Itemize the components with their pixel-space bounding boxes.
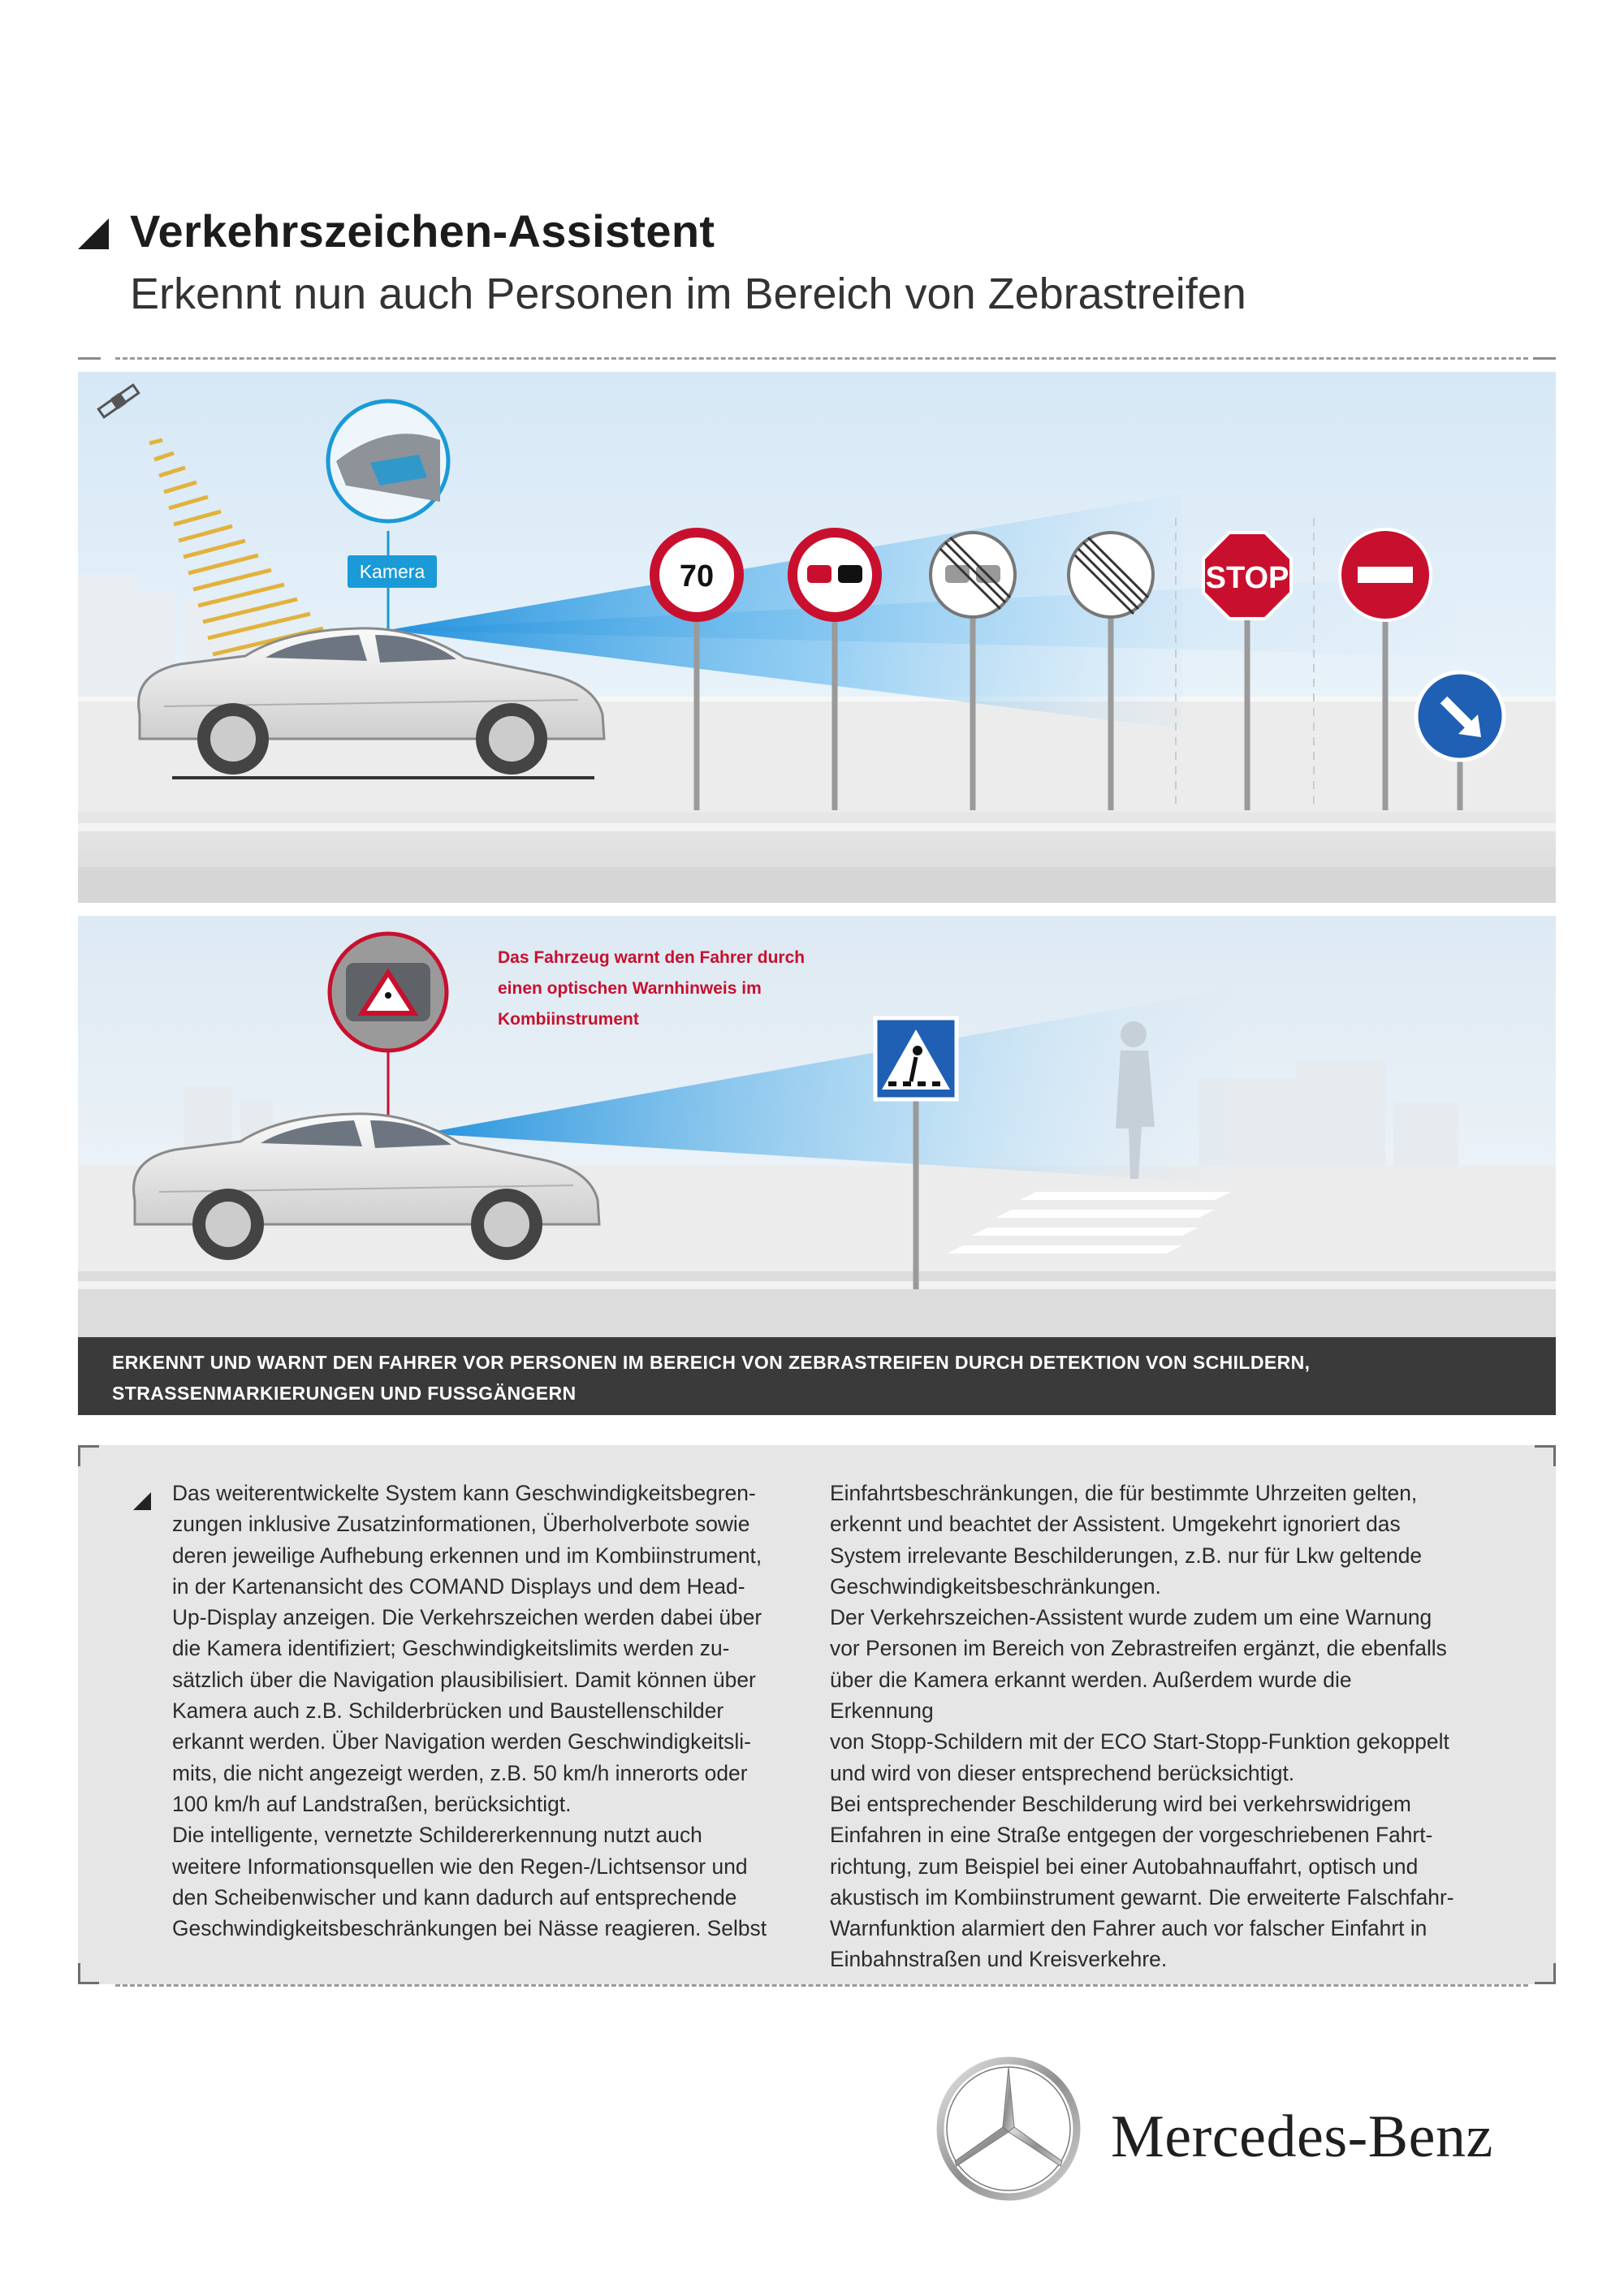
divider-end-right (1533, 357, 1556, 360)
text-box-bottom-divider (115, 1984, 1528, 1987)
page-subtitle: Erkennt nun auch Personen im Bereich von Zebrastreifen (130, 270, 1246, 318)
illustration-pedestrian-warning (78, 916, 1556, 1338)
banner-line-2: STRASSENMARKIERUNGEN UND FUSSGÄNGERN (112, 1383, 577, 1404)
illustration-sign-recognition (78, 372, 1556, 903)
corner-mark (78, 1963, 99, 1984)
header (78, 205, 1556, 319)
corner-mark (1535, 1963, 1556, 1984)
summary-banner (78, 1337, 1556, 1415)
stop-sign-text: STOP (1205, 561, 1289, 595)
sign-end-all-restrictions (1069, 533, 1153, 617)
camera-label: Kamera (359, 561, 425, 582)
sign-no-overtaking (793, 533, 877, 617)
mercedes-star-logo (935, 2056, 1082, 2202)
title-row (78, 205, 1556, 257)
top-divider (115, 357, 1528, 360)
corner-mark (1535, 1445, 1556, 1466)
speed-limit-value: 70 (679, 559, 715, 593)
sign-speed-limit-70 (654, 533, 739, 617)
triangle-bullet-icon (78, 218, 109, 249)
warning-text-line-1: Das Fahrzeug warnt den Fahrer durch (498, 948, 806, 967)
sign-pedestrian-crossing (875, 1018, 957, 1099)
description-panel (78, 1445, 1556, 1984)
page-title: Verkehrszeichen-Assistent (130, 205, 715, 257)
warning-text-line-3: Kombiinstrument (498, 1010, 639, 1029)
sign-keep-right (1416, 672, 1504, 760)
divider-end-left (78, 357, 101, 360)
warning-text-line-2: einen optischen Warnhinweis im (498, 979, 762, 998)
triangle-bullet-icon (133, 1492, 151, 1510)
body-text-right: Einfahrtsbeschränkungen, die für bestimmte Uhrzeiten gelten, erkennt und beachtet der Assistent. Umgekehrt ignoriert das System irrelevante Beschilderungen, z.B. nur für Lkw geltende Geschwindigkeitsbeschränkungen. Der Verkehrszeichen-Assistent wurde zudem um eine Warnung vor Personen im Bereich von Zebrastreifen ergänzt, die ebenfalls über die Kamera erkannt werden. Außerdem wurde die Erkennung von Stopp-Schildern mit der ECO Start-Stopp-Funktion gekoppelt und wird von dieser entsprechend berücksichtigt. Bei entsprechender Beschilderung wird bei verkehrswidrigem Einfahren in eine Straße entgegen der vorgeschriebenen Fahrt- richtung, zum Beispiel bei einer Autobahnauffahrt, optisch und akustisch im Kombiinstrument gewarnt. Die erweiterte Falschfahr- Warnfunktion alarmiert den Fahrer auch vor falscher Einfahrt in Einbahnstraßen und Kreisverkehre. (830, 1481, 1454, 1972)
sign-end-no-overtaking (931, 533, 1015, 617)
brand-wordmark: Mercedes-Benz (1111, 2104, 1493, 2170)
sign-stop (1203, 533, 1291, 619)
body-text-left: Das weiterentwickelte System kann Geschwindigkeitsbegren- zungen inklusive Zusatzinformationen, Überholverbote sowie deren jeweilige Aufhebung erkennen und im Kombiinstrument, in der Kartenansicht des COMAND Displays und dem Head- Up-Display anzeigen. Die Verkehrszeichen werden dabei über die Kamera identifiziert; Geschwindigkeitslimits werden zu- sätzlich über die Navigation plausibilisiert. Damit können über Kamera auch z.B. Schilderbrücken und Baustellenschilder erkannt werden. Über Navigation werden Geschwindigkeitsli- mits, die nicht angezeigt werden, z.B. 50 km/h innerorts oder 100 km/h auf Landstraßen, berücksichtigt. Die intelligente, vernetzte Schildererkennung nutzt auch weitere Informationsquellen wie den Regen-/Lichtsensor und den Scheibenwischer und kann dadurch auf entsprechende Geschwindigkeitsbeschränkungen bei Nässe reagieren. Selbst (172, 1481, 767, 1941)
banner-line-1: ERKENNT UND WARNT DEN FAHRER VOR PERSONEN IM BEREICH VON ZEBRASTREIFEN DURCH DETEKTION VON SCHILDERN, (112, 1352, 1311, 1373)
sign-no-entry (1340, 529, 1431, 620)
corner-mark (78, 1445, 99, 1466)
